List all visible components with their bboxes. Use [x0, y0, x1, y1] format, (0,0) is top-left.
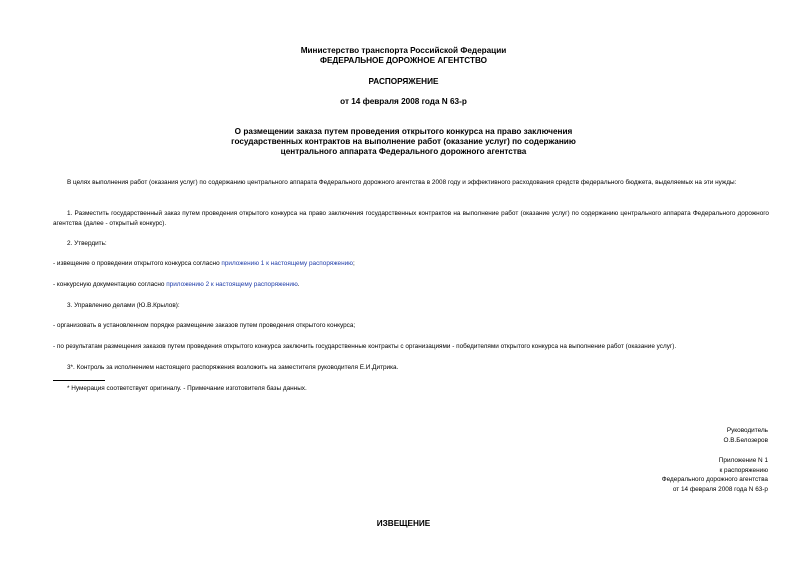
item-3b-paragraph: - по результатам размещения заказов путем проведения открытого конкурса заключить государственные контракты с организациями - победителями открытого конкурса на выполнение работ (оказание услуг).: [53, 343, 677, 350]
item-2b-paragraph: [53, 280, 769, 290]
subject-line-3: центрального аппарата Федерального дорожного агентства: [280, 147, 527, 156]
signature-name: О.В.Белозеров: [723, 436, 768, 444]
appendix-ref-line-1: Приложение N 1: [718, 457, 768, 464]
item-2a-paragraph: [53, 259, 769, 269]
item-3a-paragraph: - организовать в установленном порядке размещение заказов путем проведения открытого конкурса;: [53, 322, 356, 329]
signature-title: Руководитель: [726, 427, 768, 434]
item-2b-suffix: .: [297, 281, 300, 288]
subject-line-1: О размещении заказа путем проведения открытого конкурса на право заключения: [234, 127, 573, 136]
footnote: * Нумерация соответствует оригиналу. - Примечание изготовителя базы данных.: [67, 385, 307, 392]
appendix-ref-line-4: от 14 февраля 2008 года N 63-р: [672, 485, 768, 493]
item-3star-paragraph: 3*. Контроль за исполнением настоящего распоряжения возложить на заместителя руководителя Е.И.Дитрика.: [67, 364, 399, 371]
appendix-title: ИЗВЕЩЕНИЕ: [376, 519, 431, 528]
document-date: от 14 февраля 2008 года N 63-р: [340, 97, 467, 106]
appendix-ref-line-2: к распоряжению: [719, 466, 768, 474]
document-type: РАСПОРЯЖЕНИЕ: [368, 77, 439, 86]
item-3-paragraph: 3. Управлению делами (Ю.В.Крылов):: [67, 302, 180, 309]
item-2a-text: - извещение о проведении открытого конкурса согласно: [53, 260, 222, 267]
item-2-paragraph: 2. Утвердить:: [67, 240, 107, 247]
signature-block: [560, 426, 768, 445]
appendix-1-link[interactable]: приложению 1 к настоящему распоряжению: [221, 260, 353, 267]
appendix-reference: [560, 456, 768, 494]
intro-paragraph: В целях выполнения работ (оказания услуг) по содержанию центрального аппарата Федерального дорожного агентства в 2008 году и эффективного расходования средств федерального бюджета, выделяемых на эти нужды:: [67, 179, 737, 186]
subject-line-2: государственных контрактов на выполнение работ (оказание услуг) по содержанию: [231, 137, 576, 146]
item-2b-text: - конкурсную документацию согласно: [53, 281, 167, 288]
item-2a-suffix: ;: [352, 260, 355, 267]
appendix-2-link[interactable]: приложению 2 к настоящему распоряжению: [166, 281, 298, 288]
item-1-paragraph: 1. Разместить государственный заказ путем проведения открытого конкурса на право заключения государственных контрактов на выполнение работ (оказание услуг) по содержанию центрального аппарата Федерального дорожного агентства (далее - открытый конкурс).: [53, 210, 769, 227]
agency-title: ФЕДЕРАЛЬНОЕ ДОРОЖНОЕ АГЕНТСТВО: [319, 56, 488, 65]
appendix-ref-line-3: Федерального дорожного агентства: [661, 476, 768, 483]
ministry-title: Министерство транспорта Российской Федерации: [300, 46, 507, 55]
footnote-divider: [53, 380, 105, 381]
